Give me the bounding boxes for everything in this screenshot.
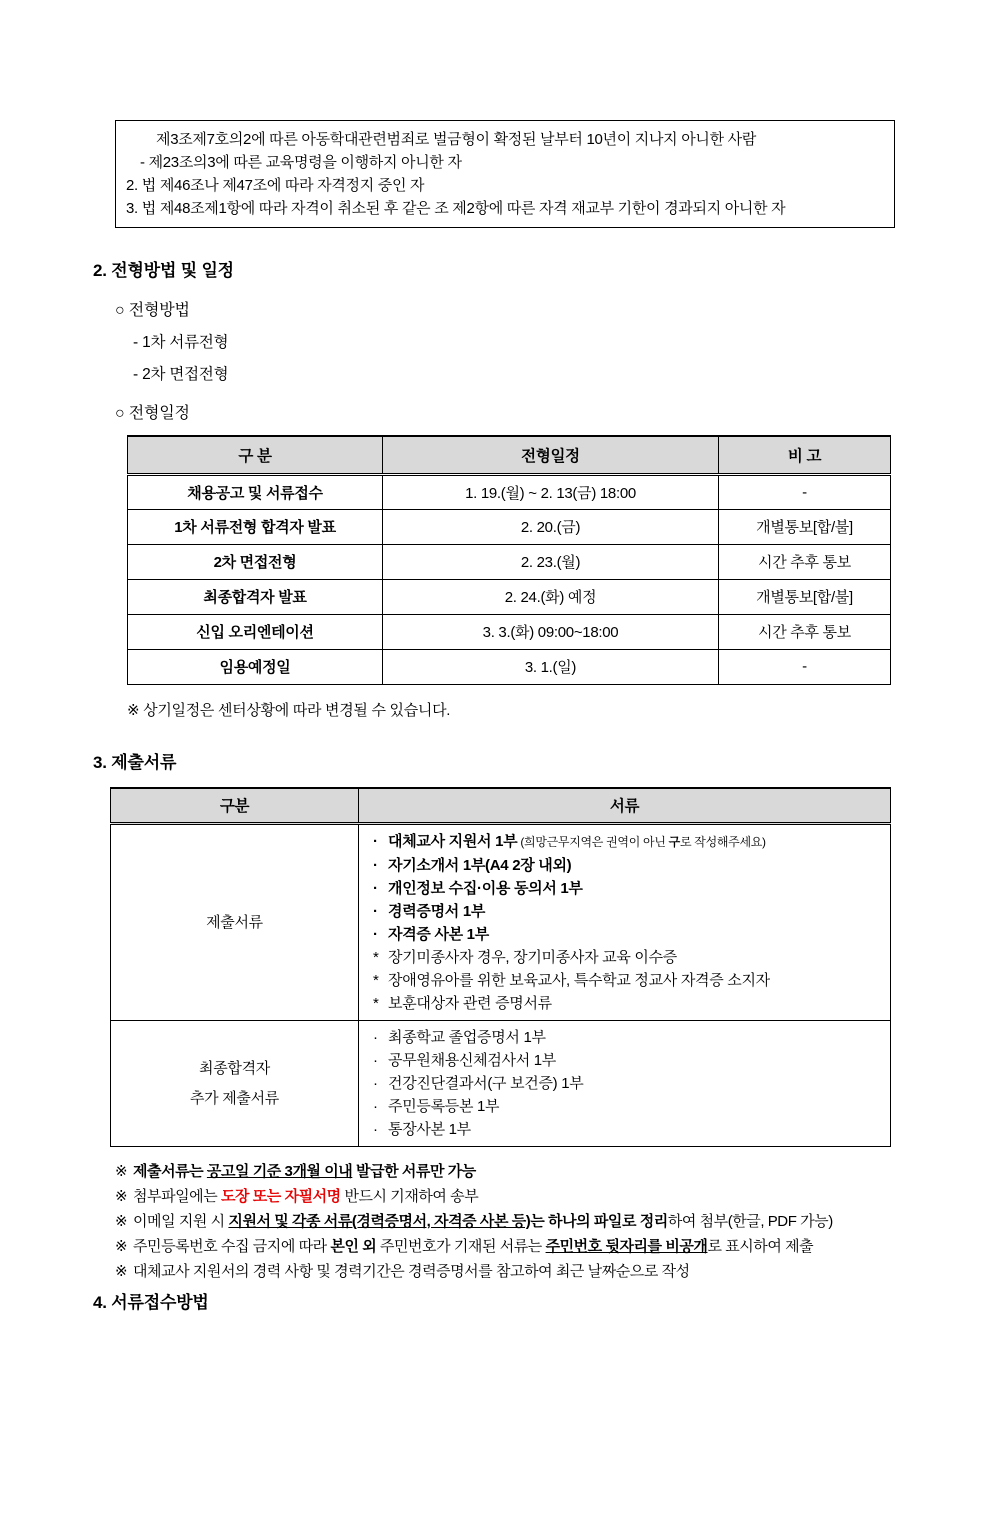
- note-text: 로 표시하여 제출: [707, 1238, 814, 1255]
- doc-text: 장애영유아를 위한 보육교사, 특수학교 정교사 자격증 소지자: [388, 972, 770, 989]
- asterisk-icon: *: [373, 972, 379, 989]
- doc-text-small: 로 작성해주세요): [679, 835, 766, 849]
- note-text: 첨부파일에는: [133, 1188, 221, 1205]
- selection-schedule-heading: ○ 전형일정: [115, 405, 190, 422]
- reference-mark-icon: ※: [115, 1163, 128, 1180]
- doc-text: 개인정보 수집·이용 동의서 1부: [388, 880, 583, 897]
- cell-category: 2차 면접전형: [128, 544, 383, 579]
- doc-item: [373, 854, 890, 877]
- note-text: 본인 외: [330, 1238, 377, 1255]
- note-career: [115, 1259, 992, 1284]
- note-validity: [115, 1159, 992, 1184]
- doc-text: 건강진단결과서(구 보건증) 1부: [388, 1075, 584, 1092]
- cell-schedule: 2. 24.(화) 예정: [383, 579, 719, 614]
- cell-documents: [359, 824, 891, 1021]
- doc-text: 보훈대상자 관련 증명서류: [388, 995, 552, 1012]
- note-text: 주민등록번호 수집 금지에 따라: [133, 1238, 331, 1255]
- doc-text-small: 구: [668, 835, 680, 849]
- cell-schedule: 1. 19.(월) ~ 2. 13(금) 18:00: [383, 474, 719, 509]
- disqualification-notice-box: [115, 120, 895, 228]
- bullet-icon: ·: [373, 903, 378, 920]
- note-signature: [115, 1184, 992, 1209]
- cell-category: 임용예정일: [128, 649, 383, 684]
- cell-category: 신입 오리엔테이션: [128, 614, 383, 649]
- header-category: 구분: [111, 788, 359, 824]
- doc-item: [373, 1049, 890, 1072]
- doc-text: 자기소개서 1부(A4 2장 내외): [388, 857, 572, 874]
- section2-title: 2. 전형방법 및 일정: [93, 261, 234, 280]
- cell-category: 최종합격자 발표: [128, 579, 383, 614]
- schedule-header-row: [128, 436, 891, 474]
- schedule-row: [128, 544, 891, 579]
- doc-text: 최종학교 졸업증명서 1부: [388, 1029, 546, 1046]
- note-text: 제출서류는: [133, 1163, 207, 1180]
- doc-item: [373, 1118, 890, 1141]
- bullet-icon: ·: [373, 1052, 378, 1069]
- note-privacy: [115, 1234, 992, 1259]
- schedule-row: [128, 509, 891, 544]
- doc-text: 경력증명서 1부: [388, 903, 486, 920]
- header-remark: 비 고: [719, 436, 891, 474]
- doc-text: 자격증 사본 1부: [388, 926, 489, 943]
- note-text: 하여 첨부(한글, PDF 가능): [667, 1213, 833, 1230]
- note-text: 반드시 기재하여 송부: [340, 1188, 479, 1205]
- submission-notes: [115, 1159, 992, 1284]
- bullet-icon: ·: [373, 1075, 378, 1092]
- doc-text: 주민등록등본 1부: [388, 1098, 500, 1115]
- section4-title: 4. 서류접수방법: [93, 1293, 209, 1312]
- doc-item: [373, 1026, 890, 1049]
- header-documents: 서류: [359, 788, 891, 824]
- doc-item: [373, 992, 890, 1015]
- note-text: 지원서 및 각종 서류(경력증명서, 자격증 사본 등): [228, 1213, 531, 1230]
- note-text: 주민번호가 기재된 서류는: [376, 1238, 546, 1255]
- cell-category: [111, 1021, 359, 1147]
- document-page: [0, 120, 992, 1523]
- notice-line: - 제23조의3에 따른 교육명령을 이행하지 아니한 자: [140, 154, 462, 171]
- note-text: 발급한 서류만 가능: [352, 1163, 476, 1180]
- selection-method-item: - 1차 서류전형: [133, 334, 229, 351]
- cell-schedule: 2. 23.(월): [383, 544, 719, 579]
- reference-mark-icon: ※: [115, 1238, 128, 1255]
- cell-remark: 개별통보[합/불]: [719, 579, 891, 614]
- cell-schedule: 2. 20.(금): [383, 509, 719, 544]
- doc-item: [373, 900, 890, 923]
- notice-line: 3. 법 제48조제1항에 따라 자격이 취소된 후 같은 조 제2항에 따른 자격 재교부 기한이 경과되지 아니한 자: [126, 200, 786, 217]
- selection-method-item: - 2차 면접전형: [133, 366, 229, 383]
- doc-item: [373, 969, 890, 992]
- category-label-line: 추가 제출서류: [189, 1089, 279, 1107]
- cell-remark: 개별통보[합/불]: [719, 509, 891, 544]
- asterisk-icon: *: [373, 949, 379, 966]
- selection-method-heading: ○ 전형방법: [115, 302, 190, 319]
- section3-title: 3. 제출서류: [93, 752, 177, 772]
- note-text: 대체교사 지원서의 경력 사항 및 경력기간은 경력증명서를 참고하여 최근 날짜순으로 작성: [133, 1263, 690, 1280]
- doc-text: 통장사본 1부: [388, 1121, 471, 1138]
- note-text-red: 도장 또는 자필서명: [220, 1188, 341, 1205]
- bullet-icon: ·: [373, 857, 378, 874]
- doc-text: 장기미종사자 경우, 장기미종사자 교육 이수증: [388, 949, 677, 966]
- documents-header-row: [111, 788, 891, 824]
- reference-mark-icon: ※: [115, 1213, 128, 1230]
- header-schedule: 전형일정: [383, 436, 719, 474]
- schedule-row: [128, 649, 891, 684]
- cell-remark: -: [719, 649, 891, 684]
- schedule-row: [128, 474, 891, 509]
- reference-mark-icon: ※: [115, 1263, 128, 1280]
- category-label-line: 최종합격자: [199, 1059, 270, 1077]
- cell-category: 제출서류: [111, 824, 359, 1021]
- bullet-icon: ·: [373, 833, 378, 850]
- bullet-icon: ·: [373, 880, 378, 897]
- schedule-row: [128, 579, 891, 614]
- schedule-row: [128, 614, 891, 649]
- cell-remark: 시간 추후 통보: [719, 544, 891, 579]
- doc-item: [373, 877, 890, 900]
- doc-item: [373, 1095, 890, 1118]
- doc-item: [373, 923, 890, 946]
- doc-text: 공무원채용신체검사서 1부: [388, 1052, 557, 1069]
- cell-documents: [359, 1021, 891, 1147]
- header-category: 구 분: [128, 436, 383, 474]
- schedule-change-note: ※ 상기일정은 센터상황에 따라 변경될 수 있습니다.: [127, 701, 451, 719]
- note-text: 주민번호 뒷자리를 비공개: [545, 1238, 708, 1255]
- note-text: 는: [530, 1213, 549, 1230]
- bullet-icon: ·: [373, 926, 378, 943]
- doc-item: [373, 1072, 890, 1095]
- bullet-icon: ·: [373, 1029, 378, 1046]
- documents-table: [110, 787, 891, 1148]
- doc-text: 대체교사 지원서 1부: [388, 833, 518, 850]
- cell-remark: -: [719, 474, 891, 509]
- note-text: 이메일 지원 시: [133, 1213, 229, 1230]
- doc-text-small: (희망근무지역은 권역이 아닌: [517, 835, 669, 849]
- note-email: [115, 1209, 992, 1234]
- bullet-icon: ·: [373, 1098, 378, 1115]
- documents-row-final: [111, 1021, 891, 1147]
- notice-line: 2. 법 제46조나 제47조에 따라 자격정지 중인 자: [126, 177, 425, 194]
- bullet-icon: ·: [373, 1121, 378, 1138]
- note-text: 공고일 기준 3개월 이내: [206, 1163, 353, 1180]
- asterisk-icon: *: [373, 995, 379, 1012]
- notice-line: 제3조제7호의2에 따른 아동학대관련범죄로 벌금형이 확정된 날부터 10년이 지나지 아니한 사람: [156, 131, 757, 148]
- schedule-table: [127, 435, 891, 685]
- cell-category: 1차 서류전형 합격자 발표: [128, 509, 383, 544]
- cell-category: 채용공고 및 서류접수: [128, 474, 383, 509]
- cell-remark: 시간 추후 통보: [719, 614, 891, 649]
- doc-item: [373, 830, 890, 854]
- note-text: 하나의 파일로 정리: [548, 1213, 668, 1230]
- documents-row-initial: [111, 824, 891, 1021]
- reference-mark-icon: ※: [115, 1188, 128, 1205]
- cell-schedule: 3. 1.(일): [383, 649, 719, 684]
- doc-item: [373, 946, 890, 969]
- cell-schedule: 3. 3.(화) 09:00~18:00: [383, 614, 719, 649]
